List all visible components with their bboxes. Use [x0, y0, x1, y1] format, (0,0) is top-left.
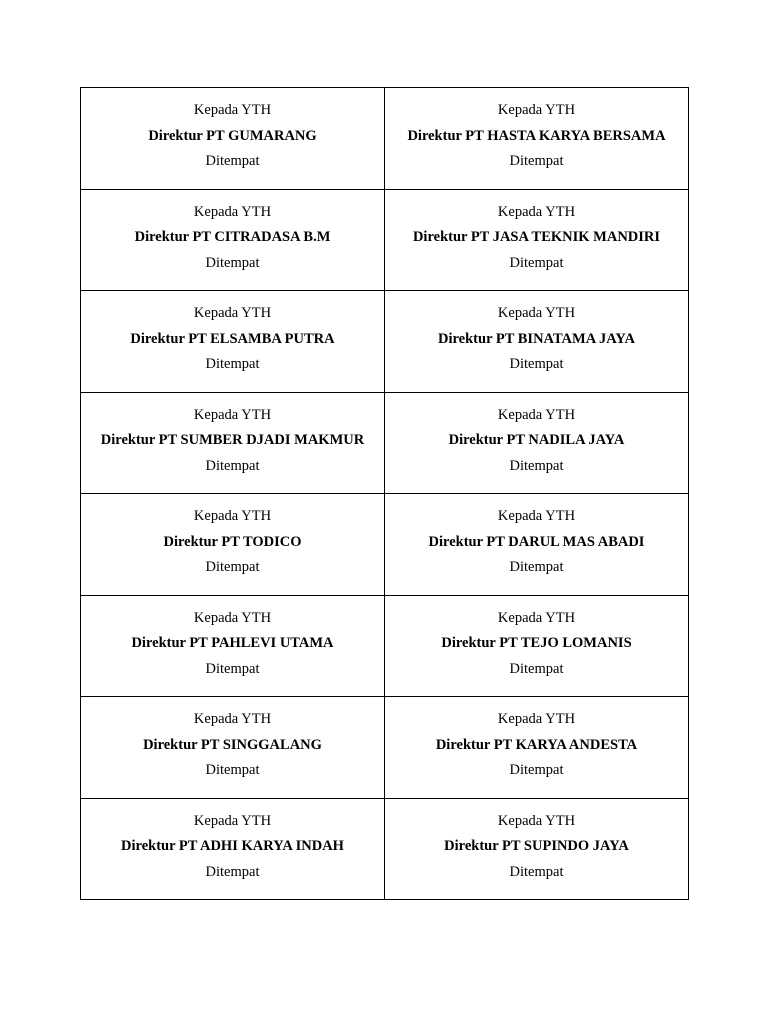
label-recipient: Direktur PT ADHI KARYA INDAH: [121, 838, 344, 854]
label-location: Ditempat: [205, 559, 260, 575]
label-salutation: Kepada YTH: [497, 305, 576, 321]
address-label: [385, 392, 689, 494]
address-label: [81, 189, 385, 291]
label-location: Ditempat: [509, 254, 564, 271]
label-recipient: Direktur PT SINGGALANG: [143, 736, 322, 753]
label-salutation: Kepada YTH: [193, 711, 272, 727]
label-salutation: Kepada YTH: [497, 609, 576, 626]
label-location: Ditempat: [205, 457, 260, 474]
label-location: Ditempat: [205, 660, 260, 677]
label-recipient: Direktur PT GUMARANG: [148, 127, 317, 144]
address-label: [81, 88, 385, 190]
label-recipient: Direktur PT CITRADASA B.M: [134, 229, 331, 245]
label-location: Ditempat: [205, 356, 260, 372]
label-recipient: Direktur PT KARYA ANDESTA: [435, 736, 638, 753]
address-label: [81, 392, 385, 494]
label-salutation: Kepada YTH: [193, 812, 272, 829]
address-label: [81, 595, 385, 697]
label-recipient: Direktur PT ELSAMBA PUTRA: [130, 330, 335, 347]
label-recipient: Direktur PT SUMBER DJADI MAKMUR: [100, 432, 365, 448]
label-salutation: Kepada YTH: [497, 406, 576, 423]
label-recipient: Direktur PT TEJO LOMANIS: [441, 635, 632, 651]
address-label: [385, 88, 689, 190]
label-salutation: Kepada YTH: [193, 609, 272, 626]
label-row: [81, 291, 689, 393]
label-row: [81, 697, 689, 799]
label-salutation: Kepada YTH: [193, 203, 272, 220]
label-recipient: Direktur PT BINATAMA JAYA: [438, 330, 635, 347]
label-row: [81, 88, 689, 190]
label-recipient: Direktur PT DARUL MAS ABADI: [428, 533, 645, 550]
label-location: Ditempat: [509, 457, 564, 474]
address-label: [81, 697, 385, 799]
label-salutation: Kepada YTH: [497, 508, 576, 524]
label-row: [81, 189, 689, 291]
label-location: Ditempat: [205, 153, 260, 169]
label-row: [81, 798, 689, 900]
label-row: [81, 494, 689, 596]
address-label: [81, 494, 385, 596]
address-label: [81, 291, 385, 393]
label-salutation: Kepada YTH: [497, 203, 576, 220]
label-salutation: Kepada YTH: [497, 812, 576, 829]
address-label: [385, 697, 689, 799]
address-label-table: [80, 87, 689, 900]
address-label: [385, 291, 689, 393]
label-salutation: Kepada YTH: [497, 711, 576, 727]
label-recipient: Direktur PT TODICO: [163, 533, 302, 550]
label-salutation: Kepada YTH: [193, 508, 272, 524]
label-location: Ditempat: [509, 153, 564, 169]
label-row: [81, 595, 689, 697]
label-salutation: Kepada YTH: [193, 305, 272, 321]
label-location: Ditempat: [509, 356, 564, 372]
label-location: Ditempat: [205, 762, 260, 778]
address-label: [81, 798, 385, 900]
address-label: [385, 595, 689, 697]
label-salutation: Kepada YTH: [193, 406, 272, 423]
label-location: Ditempat: [509, 762, 564, 778]
label-recipient: Direktur PT HASTA KARYA BERSAMA: [407, 127, 666, 144]
label-salutation: Kepada YTH: [193, 102, 272, 118]
label-location: Ditempat: [509, 660, 564, 677]
label-recipient: Direktur PT SUPINDO JAYA: [444, 838, 629, 854]
label-recipient: Direktur PT NADILA JAYA: [448, 432, 625, 448]
label-row: [81, 392, 689, 494]
label-location: Ditempat: [509, 863, 564, 880]
label-recipient: Direktur PT JASA TEKNIK MANDIRI: [412, 229, 661, 245]
label-location: Ditempat: [205, 254, 260, 271]
label-table-body: [81, 88, 689, 900]
label-salutation: Kepada YTH: [497, 102, 576, 118]
address-label: [385, 189, 689, 291]
address-label: [385, 494, 689, 596]
address-label: [385, 798, 689, 900]
label-recipient: Direktur PT PAHLEVI UTAMA: [131, 635, 334, 651]
label-location: Ditempat: [509, 559, 564, 575]
label-location: Ditempat: [205, 863, 260, 880]
